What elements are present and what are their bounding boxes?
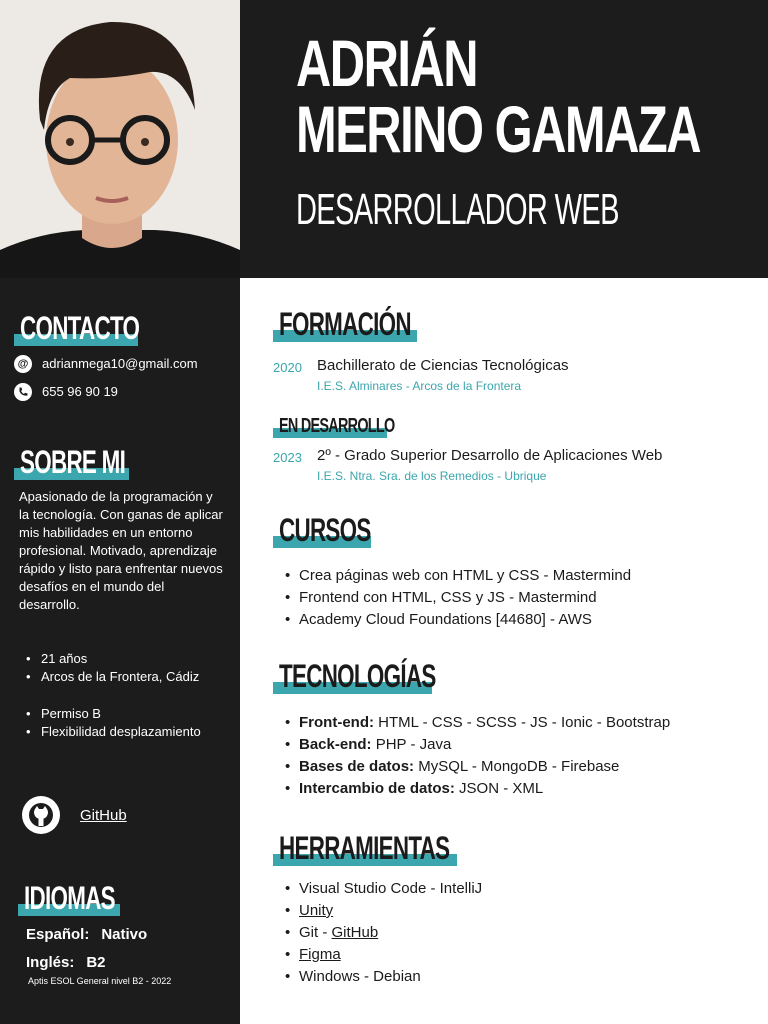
language-spanish: Español: Nativo bbox=[26, 926, 148, 943]
education-year-2: 2023 bbox=[273, 450, 302, 465]
language-english: Inglés: B2 bbox=[26, 954, 106, 971]
list-item: • Windows - Debian bbox=[285, 966, 482, 988]
list-item: • Git - GitHub bbox=[285, 922, 482, 944]
languages-heading: IDIOMAS bbox=[18, 880, 120, 916]
full-name bbox=[296, 26, 701, 166]
in-progress-heading: EN DESARROLLO bbox=[273, 412, 387, 438]
list-item: • Bases de datos: MySQL - MongoDB - Firebase bbox=[285, 756, 670, 778]
technologies-heading: TECNOLOGÍAS bbox=[273, 658, 432, 694]
unity-link[interactable]: Unity bbox=[299, 902, 334, 919]
list-item: • 21 años bbox=[26, 650, 226, 668]
github-link[interactable]: GitHub bbox=[80, 806, 127, 824]
job-title: DESARROLLADOR WEB bbox=[296, 185, 619, 234]
education-title-2: 2º - Grado Superior Desarrollo de Aplicaciones Web bbox=[317, 447, 663, 464]
list-item: • Arcos de la Frontera, Cádiz bbox=[26, 668, 226, 686]
personal-details-list-2 bbox=[26, 705, 226, 741]
email-row[interactable] bbox=[14, 355, 198, 373]
list-item: • Frontend con HTML, CSS y JS - Mastermind bbox=[285, 587, 631, 609]
language-level: Nativo bbox=[101, 926, 148, 943]
contact-heading: CONTACTO bbox=[14, 310, 138, 346]
language-level: B2 bbox=[86, 954, 106, 971]
profile-photo bbox=[0, 0, 240, 278]
github-row bbox=[22, 796, 127, 834]
list-item: • Permiso B bbox=[26, 705, 226, 723]
figma-link[interactable]: Figma bbox=[299, 946, 341, 963]
name-line-1: ADRIÁN bbox=[296, 26, 478, 100]
list-item: • Visual Studio Code - IntelliJ bbox=[285, 878, 482, 900]
education-school-2: I.E.S. Ntra. Sra. de los Remedios - Ubrique bbox=[317, 469, 547, 483]
tools-heading: HERRAMIENTAS bbox=[273, 830, 457, 866]
list-item: • Academy Cloud Foundations [44680] - AWS bbox=[285, 609, 631, 631]
education-title-1: Bachillerato de Ciencias Tecnológicas bbox=[317, 357, 569, 374]
list-item bbox=[285, 900, 482, 922]
github-tool-link[interactable]: GitHub bbox=[331, 924, 379, 941]
about-text: Apasionado de la programación y la tecnología. Con ganas de aplicar mis habilidades en un entorno profesional. Motivado, aprendizaje rápido y listo para enfrentar nuevos desafíos en el mundo del desarrollo. bbox=[19, 489, 223, 612]
tools-list bbox=[285, 878, 482, 988]
email-text: adrianmega10@gmail.com bbox=[42, 356, 198, 371]
phone-row[interactable] bbox=[14, 383, 118, 401]
list-item: • Flexibilidad desplazamiento bbox=[26, 723, 226, 741]
courses-heading: CURSOS bbox=[273, 512, 371, 548]
education-school-1: I.E.S. Alminares - Arcos de la Frontera bbox=[317, 379, 522, 393]
list-item: • Back-end: PHP - Java bbox=[285, 734, 670, 756]
list-item: • Intercambio de datos: JSON - XML bbox=[285, 778, 670, 800]
github-icon[interactable] bbox=[22, 796, 60, 834]
at-icon: @ bbox=[14, 355, 32, 373]
language-certificate: Aptis ESOL General nivel B2 - 2022 bbox=[28, 976, 172, 986]
name-line-2: MERINO GAMAZA bbox=[296, 92, 701, 166]
education-year-1: 2020 bbox=[273, 360, 302, 375]
personal-details-list bbox=[26, 650, 226, 686]
list-item: • Front-end: HTML - CSS - SCSS - JS - Ionic - Bootstrap bbox=[285, 712, 670, 734]
list-item bbox=[285, 944, 482, 966]
phone-text: 655 96 90 19 bbox=[42, 384, 118, 399]
technologies-list bbox=[285, 712, 670, 800]
courses-list bbox=[285, 565, 631, 631]
education-heading: FORMACIÓN bbox=[273, 306, 417, 342]
list-item: • Crea páginas web con HTML y CSS - Mastermind bbox=[285, 565, 631, 587]
phone-icon bbox=[14, 383, 32, 401]
about-heading: SOBRE MI bbox=[14, 444, 129, 480]
